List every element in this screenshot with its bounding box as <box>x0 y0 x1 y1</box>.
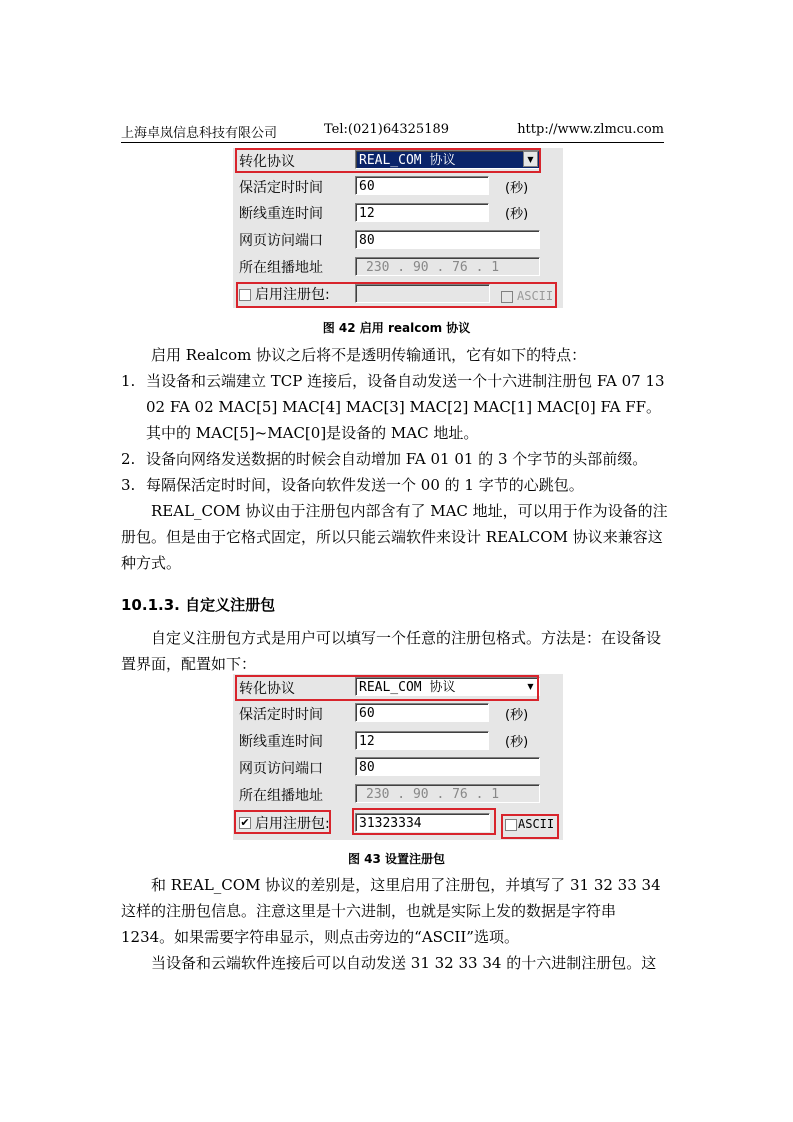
keepalive-label: 保活定时时间 <box>239 180 323 196</box>
highlight-register-value <box>352 808 496 835</box>
protocol-label: 转化协议 <box>239 681 295 697</box>
figure-caption-42: 图 42 启用 realcom 协议 <box>322 321 471 335</box>
webport-input[interactable]: 80 <box>355 230 540 249</box>
reconnect-label: 断线重连时间 <box>239 734 323 750</box>
keepalive-label: 保活定时时间 <box>239 707 323 723</box>
check-icon: ✔ <box>240 816 250 829</box>
protocol-select[interactable]: REAL_COM 协议 <box>355 150 540 169</box>
multicast-input[interactable]: 230 . 90 . 76 . 1 <box>355 257 540 276</box>
figure-caption-43: 图 43 设置注册包 <box>347 852 446 866</box>
highlight-register <box>236 282 557 308</box>
chevron-down-icon[interactable]: ▼ <box>527 682 534 691</box>
webport-label: 网页访问端口 <box>239 761 323 777</box>
ascii-label: ASCII <box>518 817 555 831</box>
protocol-label: 转化协议 <box>239 154 295 170</box>
custom-paragraph: 自定义注册包方式是用户可以填写一个任意的注册包格式。方法是：在设备设置界面，配置如下： <box>121 629 662 673</box>
last-paragraph: 当设备和云端软件连接后可以自动发送 31 32 33 34 的十六进制注册包。这 <box>151 954 657 972</box>
realcom-paragraph: REAL_COM 协议由于注册包内部含有了 MAC 地址，可以用于作为设备的注册包。但是由于它格式固定，所以只能云端软件来设计 REALCOM 协议来兼容这种方式。 <box>121 502 668 572</box>
register-label: 启用注册包: <box>255 816 330 832</box>
keepalive-input[interactable]: 60 <box>355 176 489 195</box>
multicast-input[interactable]: 230 . 90 . 76 . 1 <box>355 784 540 803</box>
protocol-select[interactable]: REAL_COM 协议 <box>355 677 540 696</box>
section-title: 10.1.3. 自定义注册包 <box>121 596 276 614</box>
intro-paragraph: 启用 Realcom 协议之后将不是透明传输通讯，它有如下的特点： <box>151 346 587 364</box>
register-input[interactable]: 31323334 <box>355 813 490 832</box>
reconnect-unit: (秒) <box>505 735 529 750</box>
highlight-ascii <box>501 814 559 839</box>
reconnect-unit: (秒) <box>505 207 529 222</box>
highlight-register-check <box>234 810 331 834</box>
keepalive-input[interactable]: 60 <box>355 703 489 722</box>
keepalive-unit: (秒) <box>505 708 529 723</box>
keepalive-unit: (秒) <box>505 181 529 196</box>
ascii-label: ASCII <box>517 289 554 303</box>
multicast-label: 所在组播地址 <box>239 260 323 276</box>
register-label: 启用注册包: <box>255 287 330 303</box>
header-company: 上海卓岚信息科技有限公司 <box>121 126 278 141</box>
chevron-down-icon[interactable]: ▼ <box>523 151 538 167</box>
page-header <box>121 122 664 143</box>
highlight-protocol <box>235 675 539 701</box>
multicast-label: 所在组播地址 <box>239 788 323 804</box>
reconnect-input[interactable]: 12 <box>355 731 489 750</box>
webport-label: 网页访问端口 <box>239 233 323 249</box>
diff-paragraph: 和 REAL_COM 协议的差别是，这里启用了注册包，并填写了 31 32 33 34 这样的注册包信息。注意这里是十六进制，也就是实际上发的数据是字符串 1234。如果需要字符串显示，则点击旁边的“ASCII”选项。 <box>121 876 661 946</box>
webport-input[interactable]: 80 <box>355 757 540 776</box>
highlight-protocol <box>235 148 541 173</box>
header-tel: Tel:(021)64325189 <box>324 122 450 137</box>
reconnect-input[interactable]: 12 <box>355 203 489 222</box>
reconnect-label: 断线重连时间 <box>239 206 323 222</box>
header-url: http://www.zlmcu.com <box>517 122 664 137</box>
